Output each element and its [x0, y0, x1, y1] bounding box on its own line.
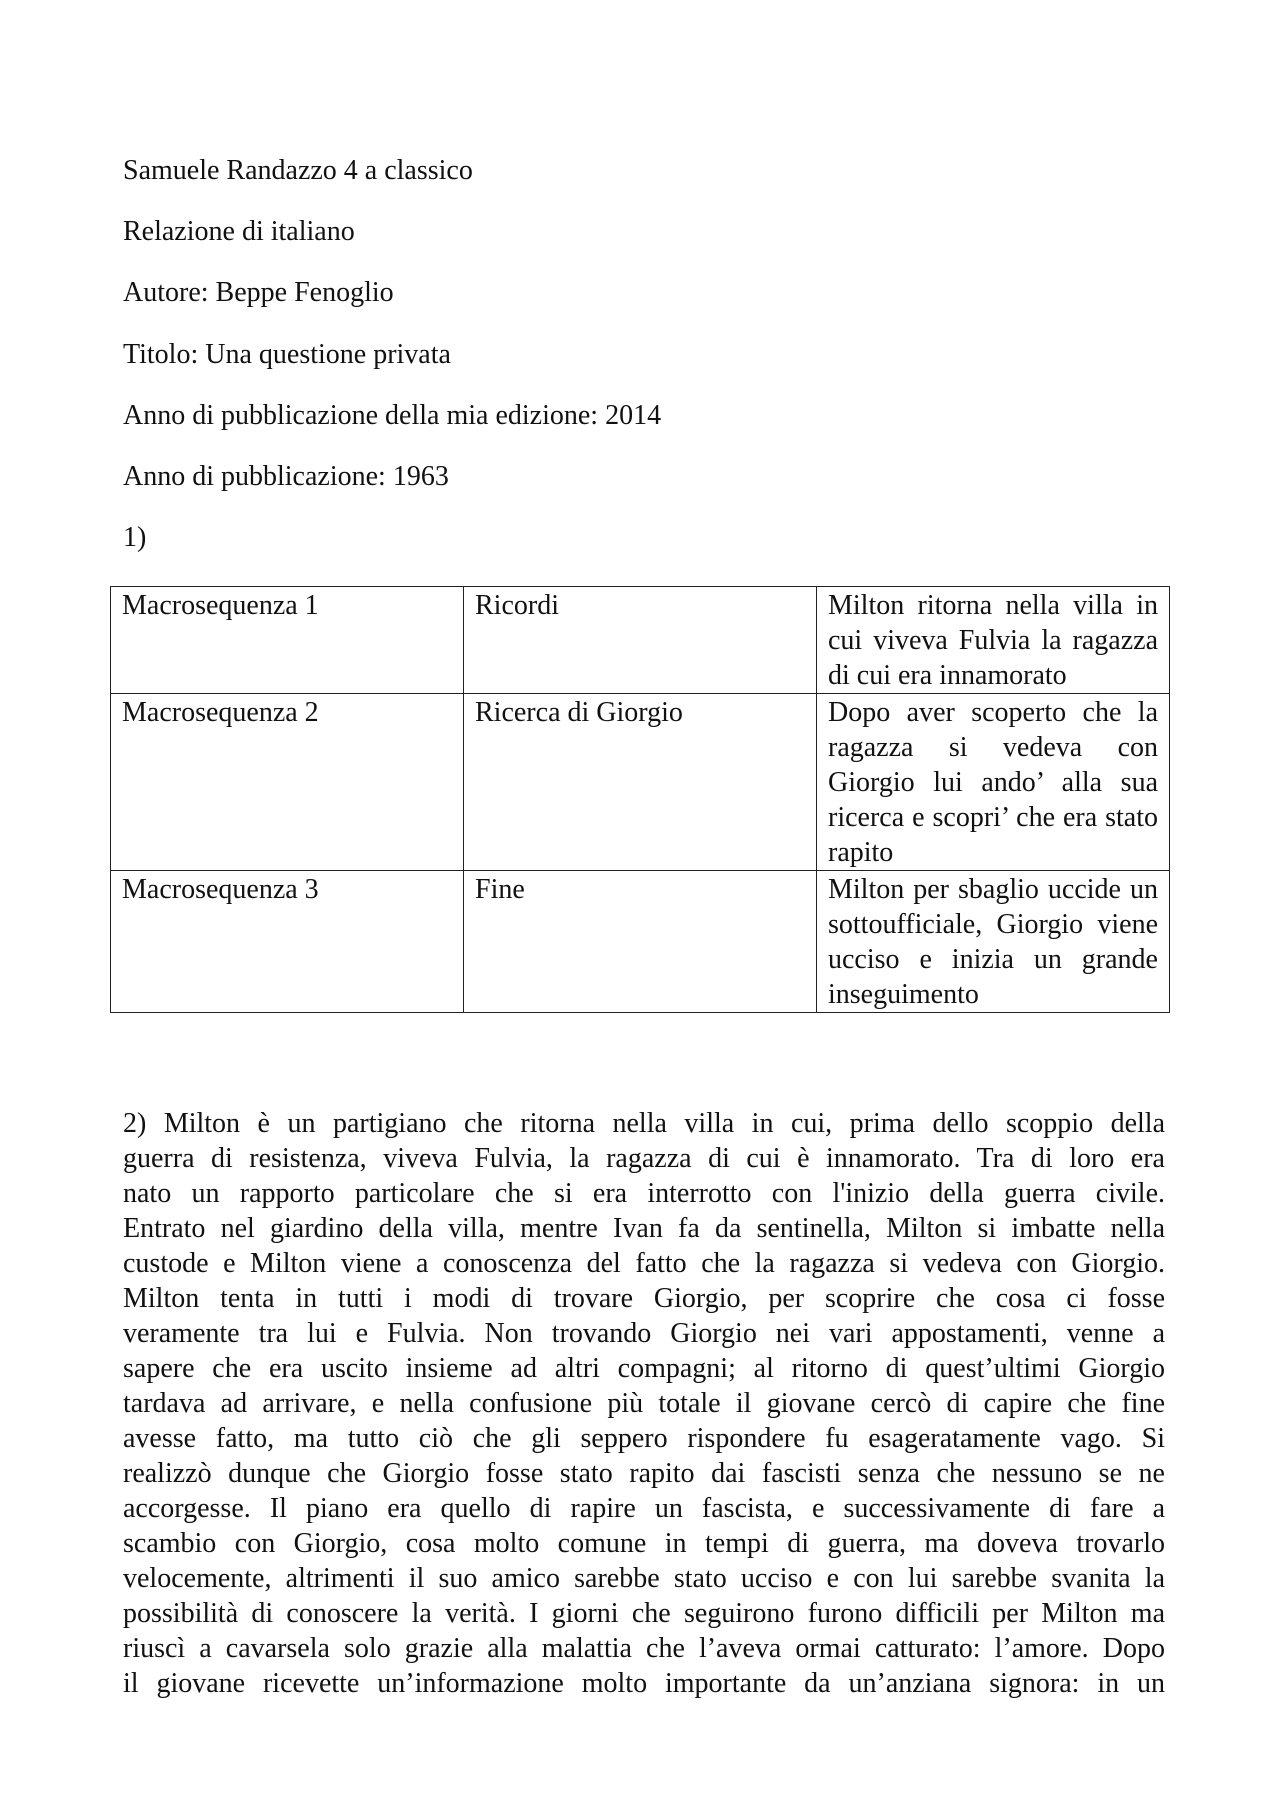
macrosequence-summary: Milton ritorna nella villa in cui viveva Fulvia la ragazza di cui era innamorato	[817, 587, 1170, 694]
paragraph-line: avesse fatto, ma tutto ciò che gli seppero rispondere fu esageratamente vago. Si	[123, 1423, 1165, 1454]
section-1-label: 1)	[123, 522, 147, 553]
title-line: Titolo: Una questione privata	[123, 339, 451, 370]
paragraph-line: velocemente, altrimenti il suo amico sarebbe stato ucciso e con lui sarebbe svanita la	[123, 1563, 1165, 1594]
table-row	[111, 694, 1170, 871]
macrosequence-title: Ricordi	[464, 587, 817, 694]
macrosequence-summary: Dopo aver scoperto che la ragazza si vedeva con Giorgio lui ando’ alla sua ricerca e scopri’ che era stato rapito	[817, 694, 1170, 871]
paragraph-line: riuscì a cavarsela solo grazie alla malattia che l’aveva ormai catturato: l’amore. Dopo	[123, 1633, 1165, 1664]
paragraph-line: sapere che era uscito insieme ad altri compagni; al ritorno di quest’ultimi Giorgio	[123, 1353, 1165, 1384]
table-row	[111, 587, 1170, 694]
paragraph-line: realizzò dunque che Giorgio fosse stato rapito dai fascisti senza che nessuno se ne	[123, 1458, 1165, 1489]
table-row	[111, 871, 1170, 1013]
paragraph-line: Milton tenta in tutti i modi di trovare Giorgio, per scoprire che cosa ci fosse	[123, 1283, 1165, 1314]
paragraph-line: nato un rapporto particolare che si era interrotto con l'inizio della guerra civile.	[123, 1178, 1165, 1209]
paragraph-line: possibilità di conoscere la verità. I giorni che seguirono furono difficili per Milton ma	[123, 1598, 1165, 1629]
macrosequence-summary: Milton per sbaglio uccide un sottoufficiale, Giorgio viene ucciso e inizia un grande inseguimento	[817, 871, 1170, 1013]
paragraph-line: Entrato nel giardino della villa, mentre Ivan fa da sentinella, Milton si imbatte nella	[123, 1213, 1165, 1244]
paragraph-line: custode e Milton viene a conoscenza del fatto che la ragazza si vedeva con Giorgio.	[123, 1248, 1165, 1279]
macrosequence-title: Fine	[464, 871, 817, 1013]
student-name-line: Samuele Randazzo 4 a classico	[123, 155, 473, 186]
paragraph-line: 2) Milton è un partigiano che ritorna nella villa in cui, prima dello scoppio della	[123, 1108, 1165, 1139]
publication-year-line: Anno di pubblicazione: 1963	[123, 461, 449, 492]
macrosequence-name: Macrosequenza 1	[111, 587, 464, 694]
macrosequence-table	[110, 586, 1170, 1013]
edition-year-line: Anno di pubblicazione della mia edizione: 2014	[123, 400, 662, 431]
macrosequence-title: Ricerca di Giorgio	[464, 694, 817, 871]
report-type-line: Relazione di italiano	[123, 216, 355, 247]
macrosequence-name: Macrosequenza 2	[111, 694, 464, 871]
paragraph-line: veramente tra lui e Fulvia. Non trovando Giorgio nei vari appostamenti, venne a	[123, 1318, 1165, 1349]
section-2-paragraph	[123, 1106, 1165, 1701]
author-line: Autore: Beppe Fenoglio	[123, 277, 394, 308]
paragraph-line: tardava ad arrivare, e nella confusione più totale il giovane cercò di capire che fine	[123, 1388, 1165, 1419]
paragraph-line: scambio con Giorgio, cosa molto comune in tempi di guerra, ma doveva trovarlo	[123, 1528, 1165, 1559]
macrosequence-name: Macrosequenza 3	[111, 871, 464, 1013]
paragraph-line: accorgesse. Il piano era quello di rapire un fascista, e successivamente di fare a	[123, 1493, 1165, 1524]
paragraph-line: il giovane ricevette un’informazione molto importante da un’anziana signora: in un	[123, 1668, 1165, 1699]
paragraph-line: guerra di resistenza, viveva Fulvia, la ragazza di cui è innamorato. Tra di loro era	[123, 1143, 1165, 1174]
